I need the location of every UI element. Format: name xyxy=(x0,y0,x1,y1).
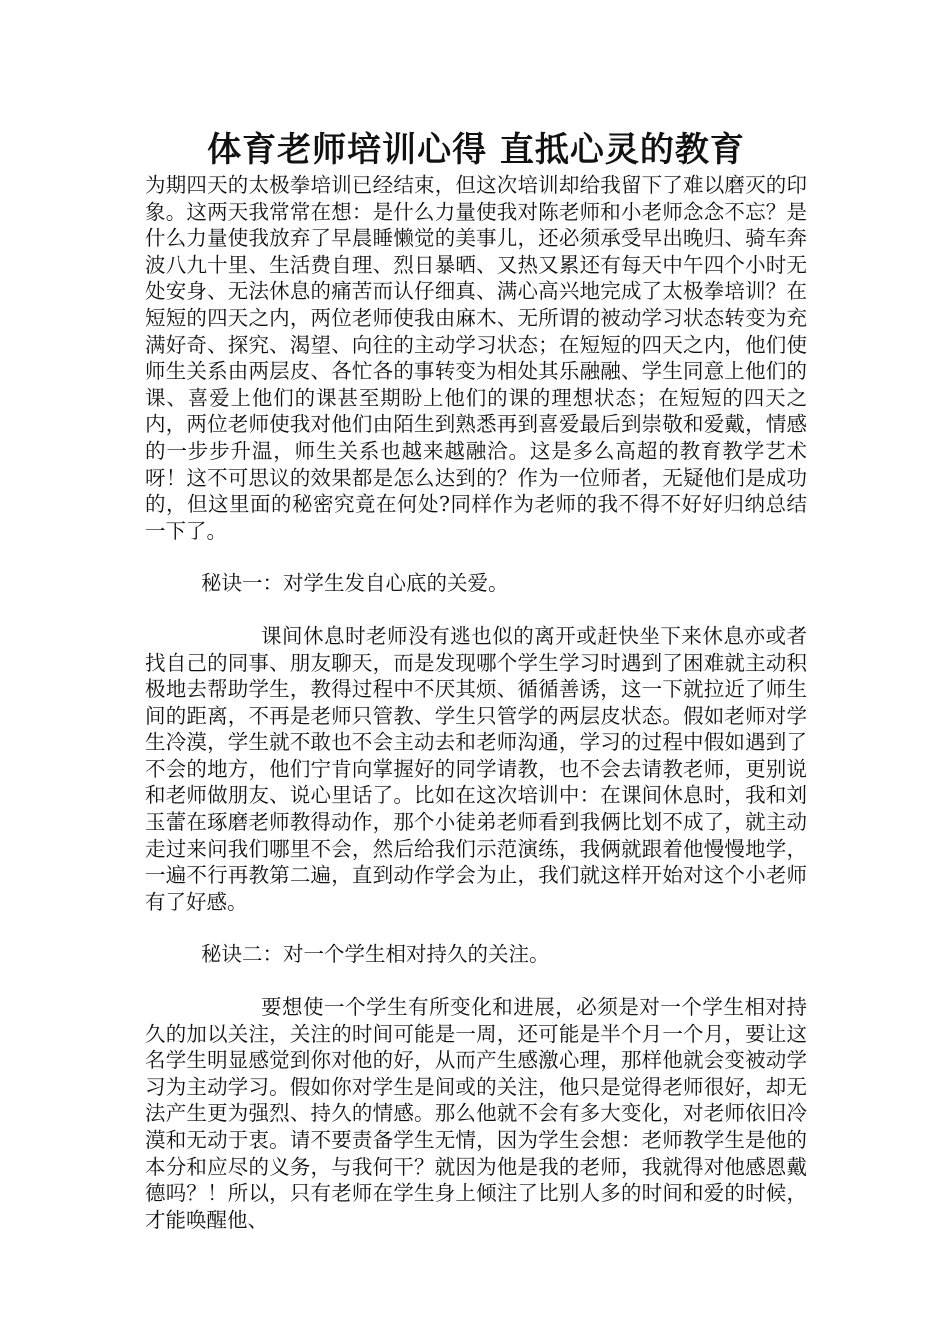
paragraph-gap xyxy=(145,968,807,994)
section-heading-2: 秘诀二：对一个学生相对持久的关注。 xyxy=(201,942,550,967)
document-page xyxy=(145,128,807,1233)
document-title: 体育老师培训心得 直抵心灵的教育 xyxy=(207,130,745,170)
intro-paragraph: 为期四天的太极拳培训已经结束，但这次培训却给我留下了难以磨灭的印象。这两天我常常在想：是什么力量使我对陈老师和小老师念念不忘？是什么力量使我放弃了早晨睡懒觉的美事儿，还必须承受早出晚归、骑车奔波八九十里、生活费自理、烈日暴晒、又热又累还有每天中午四个小时无处安身、无法休息的痛苦而认仔细真、满心高兴地完成了太极拳培训？在短短的四天之内，两位老师使我由麻木、无所谓的被动学习状态转变为充满好奇、探究、渴望、向往的主动学习状态；在短短的四天之内，他们使师生关系由两层皮、各忙各的事转变为相处其乐融融、学生同意上他们的课、喜爱上他们的课甚至期盼上他们的课的理想状态；在短短的四天之内，两位老师使我对他们由陌生到熟悉再到喜爱最后到崇敬和爱戴，情感的一步步升温，师生关系也越来越融洽。这是多么高超的教育教学艺术呀！这不可思议的效果都是怎么达到的？作为一位师者，无疑他们是成功的，但这里面的秘密究竟在何处?同样作为老师的我不得不好好归纳总结一下了。 xyxy=(145,173,807,543)
section-heading-1: 秘诀一：对学生发自心底的关爱。 xyxy=(201,571,509,596)
paragraph-gap xyxy=(145,915,807,941)
section-body-1: 课间休息时老师没有逃也似的离开或赶快坐下来休息亦或者找自己的同事、朋友聊天，而是发现哪个学生学习时遇到了困难就主动积极地去帮助学生，教得过程中不厌其烦、循循善诱，这一下就拉近了师生间的距离，不再是老师只管教、学生只管学的两层皮状态。假如老师对学生冷漠，学生就不敢也不会主动去和老师沟通，学习的过程中假如遇到了不会的地方，他们宁肯向掌握好的同学请教，也不会去请教老师，更别说和老师做朋友、说心里话了。比如在这次培训中：在课间休息时，我和刘玉蕾在琢磨老师教得动作，那个小徒弟老师看到我俩比划不成了，就主动走过来问我们哪里不会，然后给我们示范演练，我俩就跟着他慢慢地学，一遍不行再教第二遍，直到动作学会为止，我们就这样开始对这个小老师有了好感。 xyxy=(145,623,807,914)
paragraph-gap xyxy=(145,597,807,623)
section-body-2: 要想使一个学生有所变化和进展，必须是对一个学生相对持久的加以关注，关注的时间可能是一周，还可能是半个月一个月，要让这名学生明显感觉到你对他的好，从而产生感激心理，那样他就会变被动学习为主动学习。假如你对学生是间或的关注，他只是觉得老师很好，却无法产生更为强烈、持久的情感。那么他就不会有多大变化，对老师依旧冷漠和无动于衷。请不要责备学生无情，因为学生会想：老师教学生是他的本分和应尽的义务，与我何干？就因为他是我的老师，我就得对他感恩戴德吗？！所以，只有老师在学生身上倾注了比别人多的时间和爱的时候，才能唤醒他、 xyxy=(145,995,807,1232)
paragraph-gap xyxy=(145,544,807,570)
